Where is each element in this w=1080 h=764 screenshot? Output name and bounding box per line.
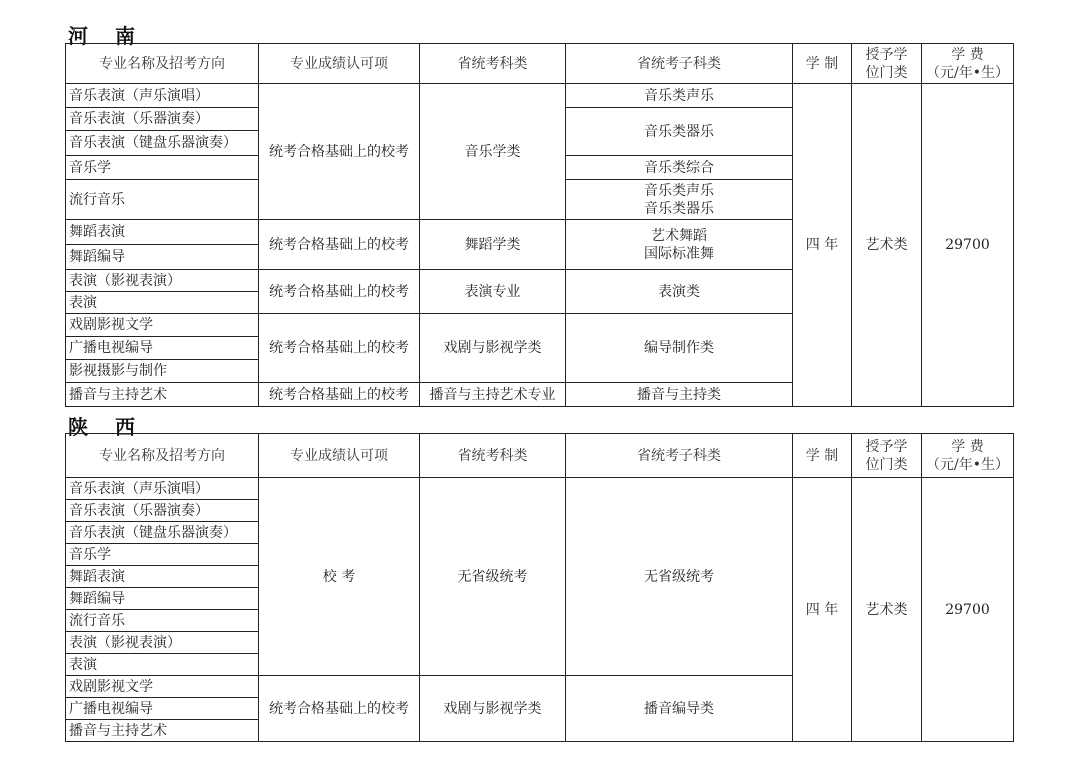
table-row [66, 84, 1014, 108]
subcategory-cell: 播音与主持类 [566, 383, 793, 407]
subcategory-cell: 播音编导类 [566, 676, 793, 742]
exam-category-cell: 表演专业 [420, 270, 566, 314]
header-duration: 学 制 [793, 44, 852, 84]
exam-category-cell: 戏剧与影视学类 [420, 314, 566, 383]
header-fee-line1: 学 费 [951, 438, 984, 455]
header-degree [852, 434, 922, 478]
major-cell: 表演 [66, 292, 259, 314]
header-fee [922, 434, 1014, 478]
major-cell: 音乐表演（声乐演唱） [66, 84, 259, 108]
table-header-row [66, 434, 1014, 478]
major-cell: 音乐表演（乐器演奏） [66, 500, 259, 522]
header-fee [922, 44, 1014, 84]
duration-cell: 四 年 [793, 84, 852, 407]
header-fee-line1: 学 费 [951, 46, 984, 63]
degree-cell: 艺术类 [852, 84, 922, 407]
province-title-henan: 河 南 [68, 24, 145, 48]
major-cell: 舞蹈表演 [66, 566, 259, 588]
subcategory-cell: 编导制作类 [566, 314, 793, 383]
header-degree [852, 44, 922, 84]
header-fee-line2: （元/年•生） [926, 64, 1009, 81]
major-cell: 表演 [66, 654, 259, 676]
exam-category-cell: 戏剧与影视学类 [420, 676, 566, 742]
subcategory-cell [566, 180, 793, 220]
header-degree-line2: 位门类 [865, 64, 908, 81]
fee-cell: 29700 [922, 478, 1014, 742]
header-recognized: 专业成绩认可项 [259, 44, 420, 84]
major-cell: 戏剧影视文学 [66, 314, 259, 337]
subcategory-cell [566, 220, 793, 270]
exam-category-cell: 播音与主持艺术专业 [420, 383, 566, 407]
header-major: 专业名称及招考方向 [66, 44, 259, 84]
header-exam-subcategory: 省统考子科类 [566, 44, 793, 84]
header-exam-subcategory: 省统考子科类 [566, 434, 793, 478]
exam-category-cell: 舞蹈学类 [420, 220, 566, 270]
major-cell: 音乐表演（乐器演奏） [66, 108, 259, 131]
subcategory-cell: 无省级统考 [566, 478, 793, 676]
table-header-row [66, 44, 1014, 84]
henan-admissions-table [65, 43, 1014, 407]
recognized-cell: 统考合格基础上的校考 [259, 84, 420, 220]
header-fee-line2: （元/年•生） [926, 456, 1009, 473]
header-major: 专业名称及招考方向 [66, 434, 259, 478]
subcategory-line: 音乐类声乐 [644, 182, 714, 199]
subcategory-line: 艺术舞蹈 [651, 227, 707, 244]
major-cell: 广播电视编导 [66, 698, 259, 720]
header-exam-category: 省统考科类 [420, 44, 566, 84]
shaanxi-admissions-table [65, 433, 1014, 742]
major-cell: 舞蹈编导 [66, 245, 259, 270]
major-cell: 戏剧影视文学 [66, 676, 259, 698]
subcategory-cell: 音乐类声乐 [566, 84, 793, 108]
major-cell: 舞蹈表演 [66, 220, 259, 245]
subcategory-cell: 音乐类器乐 [566, 108, 793, 156]
exam-category-cell: 无省级统考 [420, 478, 566, 676]
province-title-shaanxi: 陕 西 [68, 415, 145, 439]
duration-cell: 四 年 [793, 478, 852, 742]
major-cell: 音乐学 [66, 544, 259, 566]
header-duration: 学 制 [793, 434, 852, 478]
degree-cell: 艺术类 [852, 478, 922, 742]
exam-category-cell: 音乐学类 [420, 84, 566, 220]
major-cell: 流行音乐 [66, 610, 259, 632]
header-degree-line2: 位门类 [865, 456, 908, 473]
major-cell: 音乐学 [66, 156, 259, 180]
major-cell: 音乐表演（键盘乐器演奏） [66, 522, 259, 544]
table-row [66, 478, 1014, 500]
recognized-cell: 统考合格基础上的校考 [259, 383, 420, 407]
major-cell: 表演（影视表演） [66, 270, 259, 292]
header-degree-line1: 授予学 [865, 46, 908, 63]
major-cell: 影视摄影与制作 [66, 360, 259, 383]
major-cell: 表演（影视表演） [66, 632, 259, 654]
recognized-cell: 统考合格基础上的校考 [259, 314, 420, 383]
subcategory-cell: 音乐类综合 [566, 156, 793, 180]
header-degree-line1: 授予学 [865, 438, 908, 455]
major-cell: 音乐表演（键盘乐器演奏） [66, 131, 259, 156]
recognized-cell: 统考合格基础上的校考 [259, 220, 420, 270]
major-cell: 播音与主持艺术 [66, 720, 259, 742]
subcategory-line: 国际标准舞 [644, 245, 714, 262]
major-cell: 流行音乐 [66, 180, 259, 220]
major-cell: 广播电视编导 [66, 337, 259, 360]
recognized-cell: 校 考 [259, 478, 420, 676]
major-cell: 舞蹈编导 [66, 588, 259, 610]
recognized-cell: 统考合格基础上的校考 [259, 270, 420, 314]
major-cell: 音乐表演（声乐演唱） [66, 478, 259, 500]
header-exam-category: 省统考科类 [420, 434, 566, 478]
subcategory-line: 音乐类器乐 [644, 200, 714, 217]
header-recognized: 专业成绩认可项 [259, 434, 420, 478]
recognized-cell: 统考合格基础上的校考 [259, 676, 420, 742]
major-cell: 播音与主持艺术 [66, 383, 259, 407]
subcategory-cell: 表演类 [566, 270, 793, 314]
fee-cell: 29700 [922, 84, 1014, 407]
